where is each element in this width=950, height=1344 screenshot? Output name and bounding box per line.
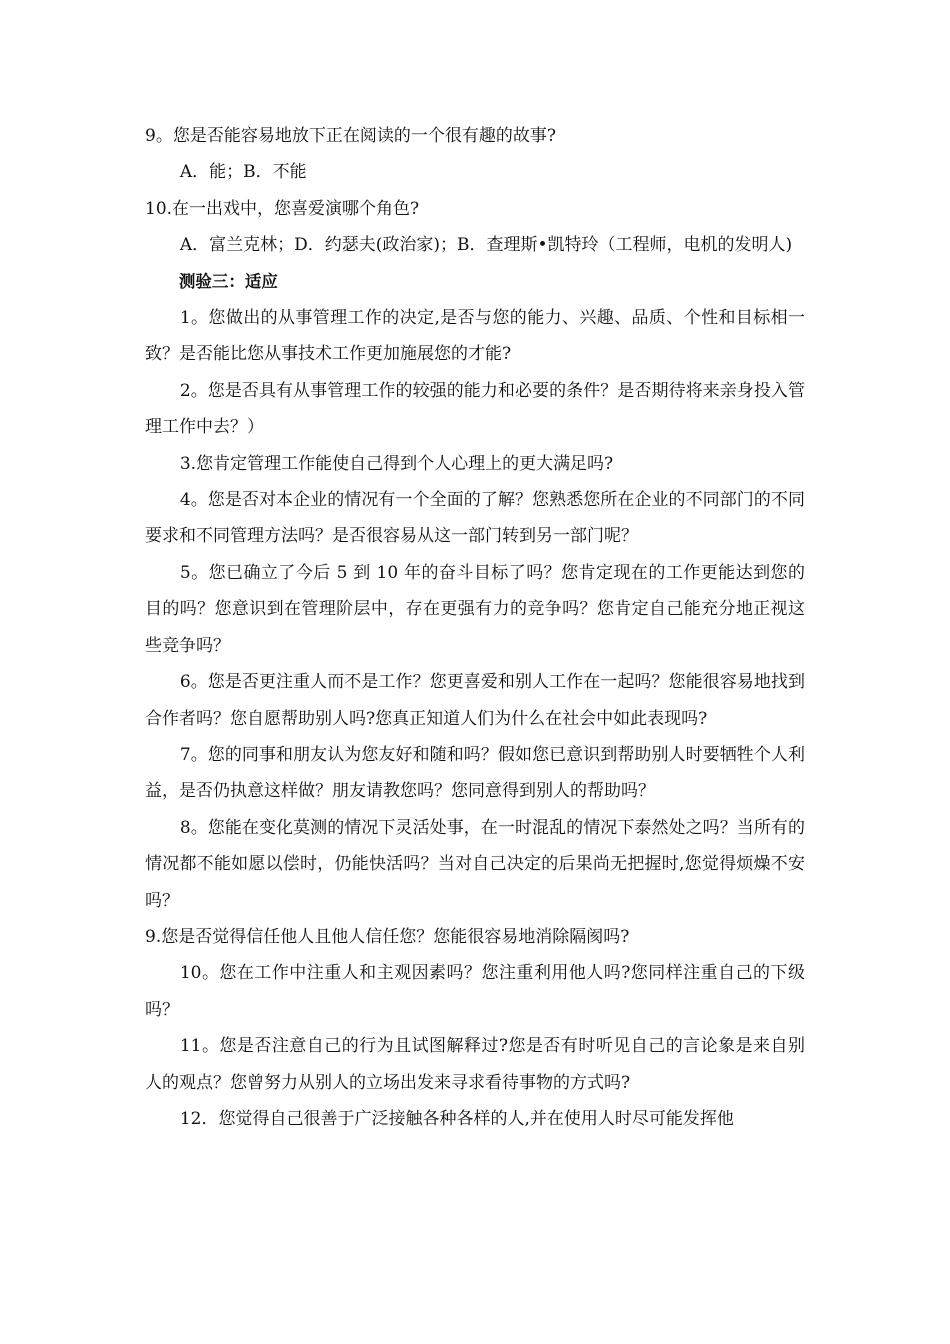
item-1: 1。您做出的从事管理工作的决定,是否与您的能力、兴趣、品质、个性和目标相一致？是否能比您从事技术工作更加施展您的才能? <box>145 308 805 365</box>
item-11: 11。您是否注意自己的行为且试图解释过?您是否有时听见自己的言论象是来自别人的观点？您曾努力从别人的立场出发来寻求看待事物的方式吗? <box>145 1036 805 1093</box>
question-10-prev-options: A．富兰克林；D．约瑟夫(政治家)；B．查理斯•凯特玲（工程师，电机的发明人) <box>179 235 793 256</box>
item-9: 9.您是否觉得信任他人且他人信任您？您能很容易地消除隔阂吗? <box>145 926 630 947</box>
section-title: 测验三：适应 <box>178 271 278 291</box>
item-4: 4。您是否对本企业的情况有一个全面的了解？您熟悉您所在企业的不同部门的不同要求和不同管理方法吗？是否很容易从这一部门转到另一部门呢？ <box>145 490 805 547</box>
item-3: 3.您肯定管理工作能使自己得到个人心理上的更大满足吗? <box>179 453 614 474</box>
document-page <box>145 118 805 1137</box>
item-5: 5。您已确立了今后 5 到 10 年的奋斗目标了吗？您肯定现在的工作更能达到您的目的吗？您意识到在管理阶层中，存在更强有力的竞争吗？您肯定自己能充分地正视这些竞争吗？ <box>145 562 805 656</box>
item-8: 8。您能在变化莫测的情况下灵活处事，在一时混乱的情况下泰然处之吗？当所有的情况都不能如愿以偿时，仍能快活吗？当对自己决定的后果尚无把握时,您觉得烦燥不安吗？ <box>145 817 805 911</box>
item-10: 10。您在工作中注重人和主观因素吗？您注重利用他人吗?您同样注重自己的下级吗？ <box>145 963 805 1020</box>
question-9-prev-options: A．能；B．不能 <box>179 162 307 183</box>
question-10-prev: 10.在一出戏中，您喜爱演哪个角色? <box>145 198 420 219</box>
item-2: 2。您是否具有从事管理工作的较强的能力和必要的条件？是否期待将来亲身投入管理工作中去？） <box>145 380 805 438</box>
question-9-prev: 9。您是否能容易地放下正在阅读的一个很有趣的故事? <box>145 126 556 146</box>
item-6: 6。您是否更注重人而不是工作？您更喜爱和别人工作在一起吗？您能很容易地找到合作者吗？您自愿帮助别人吗?您真正知道人们为什么在社会中如此表现吗? <box>145 672 805 729</box>
item-7: 7。您的同事和朋友认为您友好和随和吗？假如您已意识到帮助别人时要牺牲个人利益，是否仍执意这样做？朋友请教您吗？您同意得到别人的帮助吗？ <box>145 744 805 802</box>
item-12: 12．您觉得自己很善于广泛接触各种各样的人,并在使用人时尽可能发挥他 <box>179 1108 734 1129</box>
